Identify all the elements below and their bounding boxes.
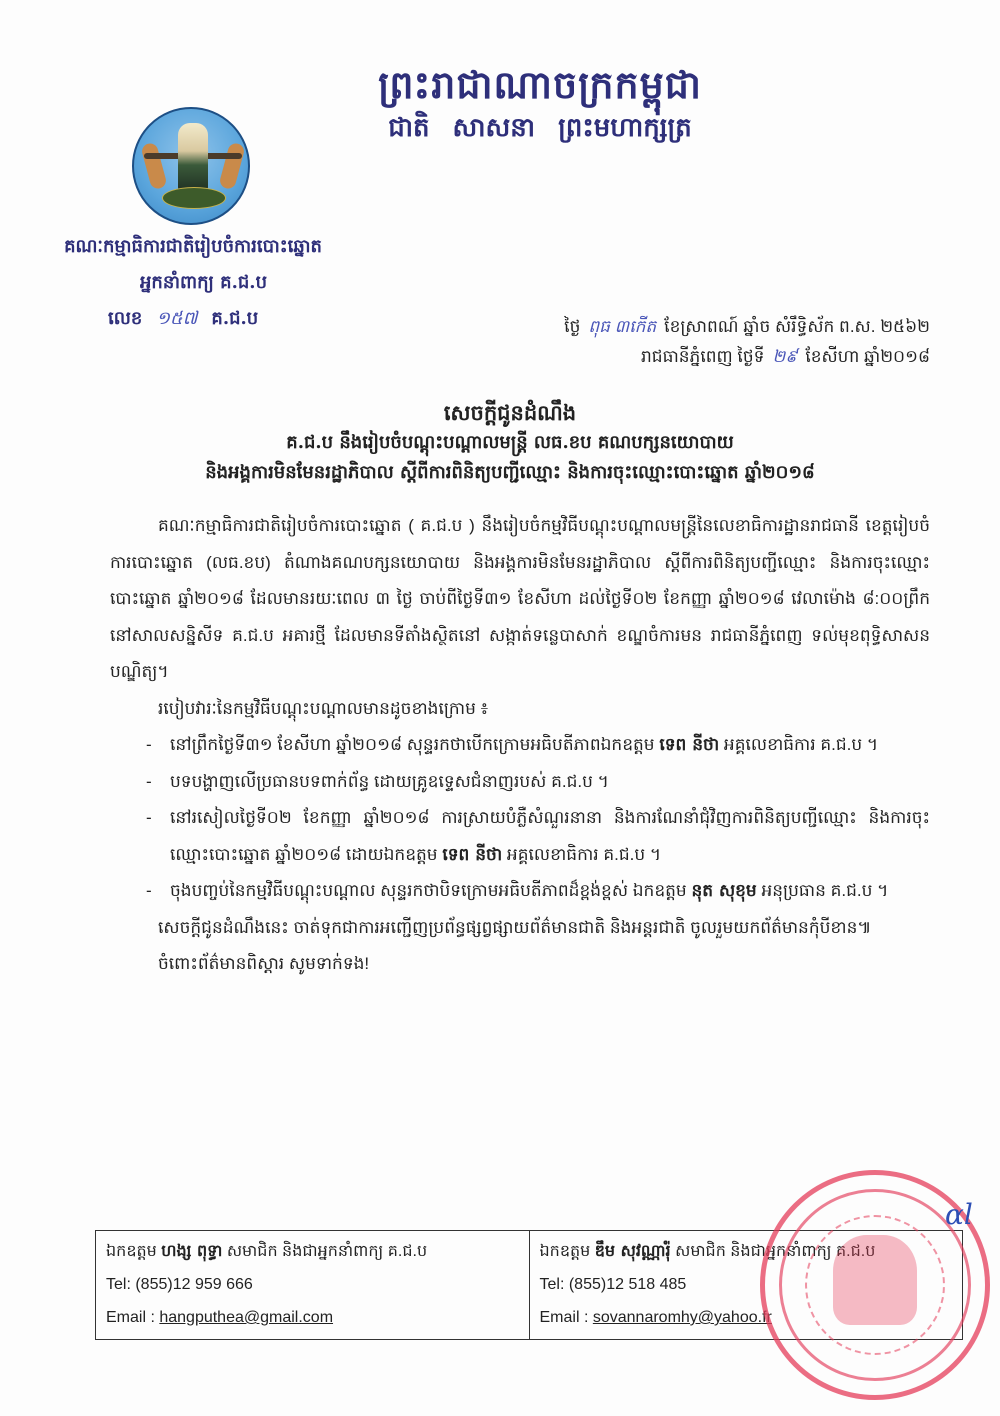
official-name: ទេព នីថា (442, 844, 503, 865)
ref-number-handwritten: ១៥៧ (156, 308, 198, 329)
contact-email-line (540, 1301, 953, 1334)
bullet-dash: - (146, 771, 152, 791)
emblem-deity (178, 123, 208, 193)
email-link[interactable]: hangputhea@gmail.com (159, 1309, 334, 1326)
contact-name: ឌឹម សុវណ្ណារ៉ុំ (594, 1241, 671, 1260)
kingdom-header (340, 60, 740, 146)
day-handwritten: ២៩ (772, 347, 798, 366)
solar-date-line (460, 342, 930, 372)
agenda-text: បទបង្ហាញលើប្រធានបទពាក់ព័ន្ធ ដោយគ្រូឧទ្ទេសជំនាញរបស់ គ.ជ.ប ។ (170, 771, 609, 791)
solar-date-rest: ខែសីហា ឆ្នាំ២០១៨ (805, 347, 930, 366)
agenda-text-after: អគ្គលេខាធិការ គ.ជ.ប ។ (719, 735, 879, 754)
official-name: នុត សុខុម (691, 881, 757, 901)
agenda-item (110, 764, 930, 801)
agenda-text: នៅរសៀលថ្ងៃទី០២ ខែកញ្ញា ឆ្នាំ២០១៨ ការស្រាយបំភ្លឺសំណួរនានា និងការណែនាំជុំវិញការពិនិត្យបញ្ជីឈ្មោះ និងការចុះឈ្មោះបោះឆ្នោត ឆ្នាំ២០១៨ ដោយឯកឧត្តម (170, 808, 930, 864)
agenda-text: ចុងបញ្ចប់នៃកម្មវិធីបណ្តុះបណ្តាល សុន្ទរកថាបិទក្រោមអធិបតីភាពដ៏ខ្ពង់ខ្ពស់ ឯកឧត្តម (170, 881, 692, 900)
official-name: ទេព នីថា (659, 735, 720, 755)
document-date (460, 312, 930, 372)
contact-email-line (106, 1301, 519, 1334)
contact-card (96, 1231, 529, 1339)
email-link[interactable]: sovannaromhy@yahoo.fr (592, 1309, 772, 1326)
email-label: Email : (106, 1309, 160, 1326)
place-date-prefix: រាជធានីភ្នំពេញ ថ្ងៃទី (640, 347, 765, 366)
nec-emblem-icon (132, 107, 250, 225)
contact-card (529, 1231, 963, 1339)
contact-phone: Tel: (855)12 518 485 (539, 1276, 687, 1293)
contact-role: សមាជិក និងជាអ្នកនាំពាក្យ គ.ជ.ប (226, 1243, 428, 1260)
agenda-text-after: អគ្គលេខាធិការ គ.ជ.ប ។ (502, 844, 662, 864)
body-paragraph-1: គណៈកម្មាធិការជាតិរៀបចំការបោះឆ្នោត ( គ.ជ.ប ) នឹងរៀបចំកម្មវិធីបណ្តុះបណ្តាលមន្ត្រីនៃលេខាធិការដ្ឋានរាជធានី ខេត្តរៀបចំការបោះឆ្នោត (លធ.ខប) តំណាងគណបក្សនយោបាយ និងអង្គការមិនមែនរដ្ឋាភិបាល ស្តីពីការពិនិត្យបញ្ជីឈ្មោះ និងការចុះឈ្មោះបោះឆ្នោត ឆ្នាំ២០១៨ ដែលមានរយៈពេល ៣ ថ្ងៃ ចាប់ពីថ្ងៃទី៣១ ខែសីហា ដល់ថ្ងៃទី០២ ខែកញ្ញា ឆ្នាំ២០១៨ វេលាម៉ោង ៨:០០ព្រឹក នៅសាលសន្និសីទ គ.ជ.ប អគារថ្មី ដែលមានទីតាំងស្ថិតនៅ សង្កាត់ទន្លេបាសាក់ ខណ្ឌចំការមន រាជធានីភ្នំពេញ ទល់មុខពុទ្ធិសាសនបណ្ឌិត្យ។ (110, 516, 930, 681)
contact-phone: Tel: (855)12 959 666 (106, 1276, 253, 1293)
organization-name: គណៈកម្មាធិការជាតិរៀបចំការបោះឆ្នោត (64, 236, 322, 257)
notice-subject-line1: គ.ជ.ប នឹងរៀបចំបណ្តុះបណ្តាលមន្ត្រី លធ.ខប គណបក្សនយោបាយ (286, 432, 734, 453)
agenda-text: នៅព្រឹកថ្ងៃទី៣១ ខែសីហា ឆ្នាំ២០១៨ សុន្ទរកថាបើកក្រោមអធិបតីភាពឯកឧត្តម (170, 735, 660, 754)
reference-number (108, 306, 258, 333)
contact-name: ហង្ស ពុទ្ធា (161, 1241, 223, 1260)
bullet-dash: - (146, 808, 152, 827)
contact-title: ឯកឧត្តម (539, 1243, 591, 1260)
agenda-item (110, 873, 930, 910)
kingdom-title: ព្រះរាជាណាចក្រកម្ពុជា (378, 62, 702, 107)
contact-table (95, 1230, 963, 1340)
signature-mark: ɑl (945, 1198, 973, 1231)
closing-line: ចំពោះព័ត៌មានពិស្តារ សូមទាក់ទង! (158, 954, 370, 973)
emblem-turtle (162, 187, 226, 209)
bullet-dash: - (146, 881, 152, 900)
contact-name-line (106, 1234, 519, 1268)
bullet-dash: - (146, 735, 152, 754)
ref-suffix: គ.ជ.ប (211, 308, 259, 329)
emblem-figure-right (218, 142, 245, 191)
date-prefix: ថ្ងៃ (564, 317, 581, 336)
agenda-item (110, 800, 930, 873)
document-body (110, 508, 930, 983)
notice-subject-line2: និងអង្គការមិនមែនរដ្ឋាភិបាល ស្តីពីការពិនិត្យបញ្ជីឈ្មោះ និងការចុះឈ្មោះបោះឆ្នោត ឆ្នាំ២០១៨ (205, 462, 815, 483)
contact-title: ឯកឧត្តម (106, 1243, 157, 1260)
agenda-heading: របៀបវារៈនៃកម្មវិធីបណ្តុះបណ្តាលមានដូចខាងក្រោម ៖ (158, 698, 489, 718)
kingdom-motto: ជាតិ សាសនា ព្រះមហាក្សត្រ (388, 113, 692, 143)
document-title (90, 398, 930, 488)
spokesperson-label: អ្នកនាំពាក្យ គ.ជ.ប (140, 272, 267, 293)
body-paragraph-2: សេចក្តីជូនដំណឹងនេះ ចាត់ទុកជាការអញ្ជើញប្រព័ន្ធផ្សព្វផ្សាយព័ត៌មានជាតិ និងអន្តរជាតិ ចូលរួមយកព័ត៌មានកុំបីខាន៕ (158, 917, 872, 937)
email-label: Email : (539, 1309, 593, 1326)
lunar-date-rest: ខែស្រាពណ៍ ឆ្នាំច សំរឹទ្ធិស័ក ព.ស. ២៥៦២ (664, 317, 930, 336)
lunar-day-handwritten: ពុធ ៣កើត (588, 317, 657, 336)
contact-name-line (540, 1234, 953, 1268)
agenda-text-after: អនុប្រធាន គ.ជ.ប ។ (756, 881, 889, 900)
lunar-date-line (460, 312, 930, 342)
notice-heading: សេចក្តីជូនដំណឹង (443, 400, 577, 425)
ref-label: លេខ (108, 308, 143, 329)
contact-role: សមាជិក និងជាអ្នកនាំពាក្យ គ.ជ.ប (675, 1243, 876, 1260)
agenda-item (110, 727, 930, 764)
emblem-figure-left (140, 142, 167, 191)
